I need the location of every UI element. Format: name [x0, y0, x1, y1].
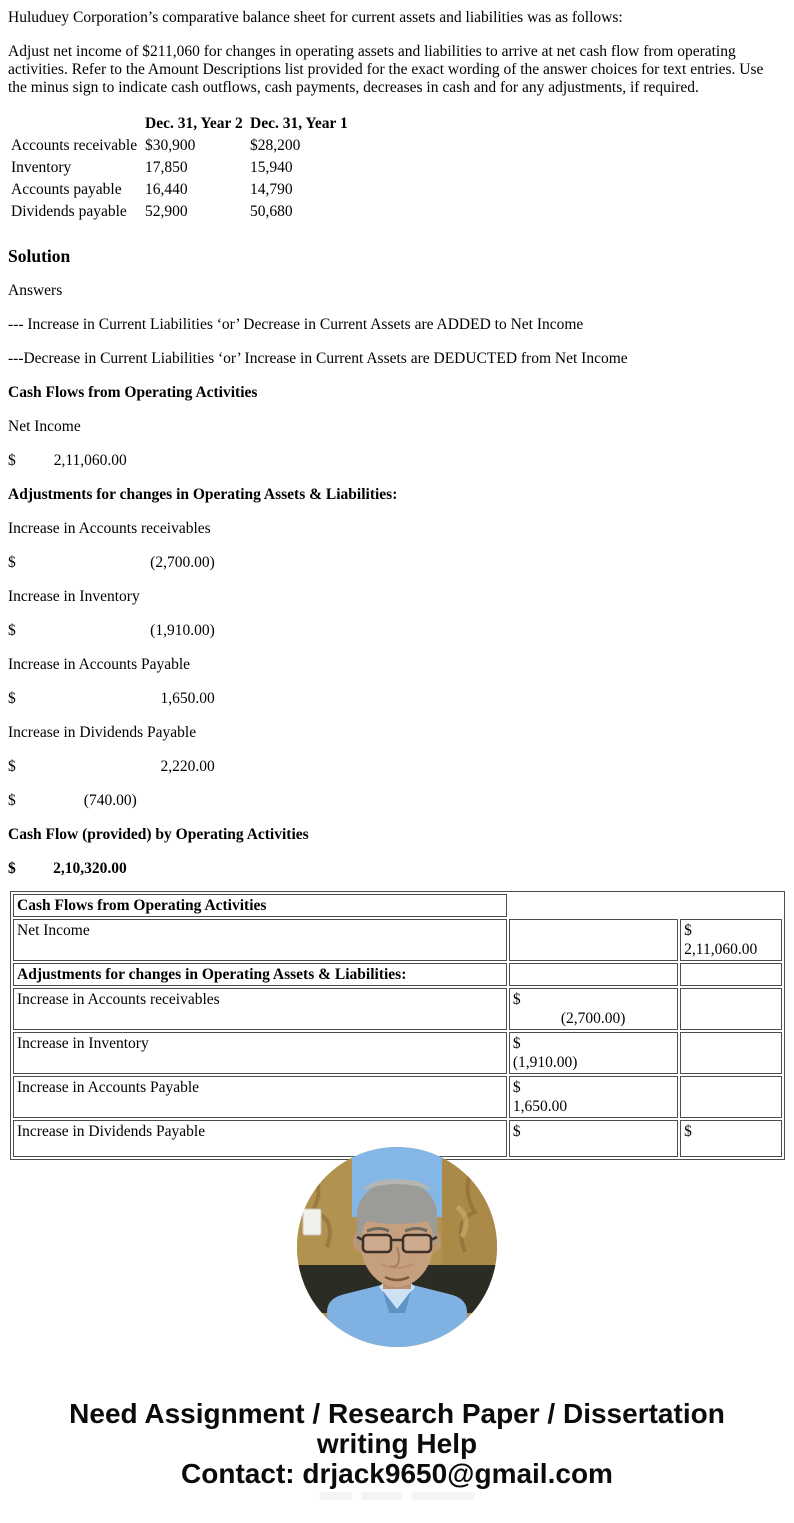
row-value-year1: 15,940	[250, 159, 293, 176]
rule-deducted-note: ---Decrease in Current Liabilities ‘or’ Increase in Current Assets are DEDUCTED from Net Income	[8, 350, 628, 367]
amount-cell	[509, 988, 678, 1030]
amount-cell	[509, 1076, 678, 1118]
row-value-year1: $28,200	[250, 137, 301, 154]
answer-table	[10, 891, 785, 1160]
amount-cell-empty	[509, 963, 678, 986]
table-row	[13, 988, 782, 1030]
extra-amount: (740.00)	[83, 792, 137, 809]
currency-symbol: $	[8, 792, 16, 809]
currency-symbol: $	[512, 1079, 521, 1096]
faded-cutoff-text-artifact	[8, 1492, 786, 1502]
footer-line-2: writing Help	[316, 1428, 478, 1459]
adjustment-amount-line	[8, 622, 786, 640]
total-amount-line	[8, 860, 786, 878]
currency-symbol: $	[512, 1035, 521, 1052]
amount-cell-empty	[680, 1032, 782, 1074]
amount-cell	[680, 919, 782, 961]
extra-amount-line	[8, 792, 786, 810]
adjustment-amount: (1,910.00)	[150, 622, 215, 639]
amount-cell-empty	[509, 919, 678, 961]
total-label: Cash Flow (provided) by Operating Activities	[8, 826, 309, 843]
row-value-year2: $30,900	[145, 137, 196, 154]
currency-symbol: $	[8, 860, 16, 877]
cell-amount: (2,700.00)	[560, 1010, 626, 1027]
table-row	[10, 135, 359, 157]
amount-cell	[509, 1032, 678, 1074]
cell-amount: 2,11,060.00	[684, 941, 758, 958]
amount-cell-empty	[680, 988, 782, 1030]
tutor-portrait-photo	[297, 1147, 497, 1347]
answer-table-header-row	[13, 894, 782, 917]
table-row	[13, 1032, 782, 1074]
amount-cell-empty	[680, 1076, 782, 1118]
currency-symbol: $	[8, 758, 16, 775]
cell-amount: 1,650.00	[512, 1098, 568, 1115]
currency-symbol: $	[8, 554, 16, 571]
currency-symbol: $	[8, 452, 16, 469]
solution-heading: Solution	[8, 246, 71, 266]
adjustment-label: Increase in Inventory	[8, 588, 140, 605]
row-label: Accounts receivable	[11, 137, 138, 154]
row-value-year1: 50,680	[250, 203, 293, 220]
portrait-illustration	[297, 1147, 497, 1347]
net-income-amount-line	[8, 452, 786, 470]
adjustment-amount-line	[8, 758, 786, 776]
table-row	[10, 179, 359, 201]
balance-sheet-header-row	[10, 113, 359, 135]
row-label: Inventory	[11, 159, 72, 176]
currency-symbol: $	[8, 690, 16, 707]
comparative-balance-sheet	[10, 113, 359, 223]
amount-cell	[509, 1120, 678, 1157]
row-label: Increase in Dividends Payable	[13, 1120, 507, 1157]
header-filler-cell	[680, 894, 782, 917]
currency-symbol: $	[684, 922, 692, 939]
answer-table-header: Cash Flows from Operating Activities	[13, 894, 507, 917]
table-row	[10, 157, 359, 179]
net-income-label: Net Income	[8, 418, 81, 435]
adjustment-amount: (2,700.00)	[150, 554, 215, 571]
adjustment-label: Increase in Dividends Payable	[8, 724, 197, 741]
row-label: Dividends payable	[11, 203, 127, 220]
statement-title: Cash Flows from Operating Activities	[8, 384, 258, 401]
cell-amount: (1,910.00)	[512, 1054, 578, 1071]
adjustment-label: Increase in Accounts receivables	[8, 520, 211, 537]
table-row	[13, 919, 782, 961]
total-amount: 2,10,320.00	[53, 860, 127, 877]
contact-footer	[8, 1399, 786, 1489]
row-label: Increase in Accounts Payable	[13, 1076, 507, 1118]
currency-symbol: $	[684, 1123, 692, 1140]
rule-added-note: --- Increase in Current Liabilities ‘or’ Decrease in Current Assets are ADDED to Net Income	[8, 316, 584, 333]
table-row	[13, 1076, 782, 1118]
adjustments-heading: Adjustments for changes in Operating Assets & Liabilities:	[8, 486, 398, 503]
adjustment-amount-line	[8, 690, 786, 708]
footer-line-1: Need Assignment / Research Paper / Dissertation	[69, 1398, 725, 1429]
adjustments-heading-cell: Adjustments for changes in Operating Assets & Liabilities:	[13, 963, 507, 986]
adjustment-amount: 2,220.00	[160, 758, 215, 775]
currency-symbol: $	[512, 991, 521, 1008]
column-header-year2: Dec. 31, Year 2	[145, 115, 243, 132]
adjustment-label: Increase in Accounts Payable	[8, 656, 191, 673]
intro-paragraph-1: Huluduey Corporation’s comparative balance sheet for current assets and liabilities was as follows:	[8, 9, 623, 26]
adjustment-amount-line	[8, 554, 786, 572]
column-header-year1: Dec. 31, Year 1	[250, 115, 348, 132]
row-value-year2: 16,440	[145, 181, 188, 198]
row-label: Increase in Inventory	[13, 1032, 507, 1074]
table-row	[13, 963, 782, 986]
currency-symbol: $	[512, 1123, 521, 1140]
row-value-year2: 52,900	[145, 203, 188, 220]
footer-line-3: Contact: drjack9650@gmail.com	[181, 1458, 613, 1489]
row-value-year1: 14,790	[250, 181, 293, 198]
amount-cell-empty	[680, 963, 782, 986]
row-label: Increase in Accounts receivables	[13, 988, 507, 1030]
intro-paragraph-2: Adjust net income of $211,060 for changes in operating assets and liabilities to arrive at net cash flow from operating activities. Refer to the Amount Descriptions list provided for the exact wording of the answer choices for text entries. Use the minus sign to indicate cash outflows, cash payments, decreases in cash and for any adjustments, if required.	[8, 43, 764, 96]
currency-symbol: $	[8, 622, 16, 639]
header-filler-cell	[509, 894, 678, 917]
balance-sheet-corner	[10, 113, 144, 135]
row-label: Net Income	[13, 919, 507, 961]
net-income-amount: 2,11,060.00	[53, 452, 127, 469]
amount-cell	[680, 1120, 782, 1157]
answer-table-clipped-region	[8, 891, 786, 1140]
row-value-year2: 17,850	[145, 159, 188, 176]
answers-label: Answers	[8, 282, 63, 299]
row-label: Accounts payable	[11, 181, 122, 198]
adjustment-amount: 1,650.00	[160, 690, 215, 707]
table-row	[10, 201, 359, 223]
